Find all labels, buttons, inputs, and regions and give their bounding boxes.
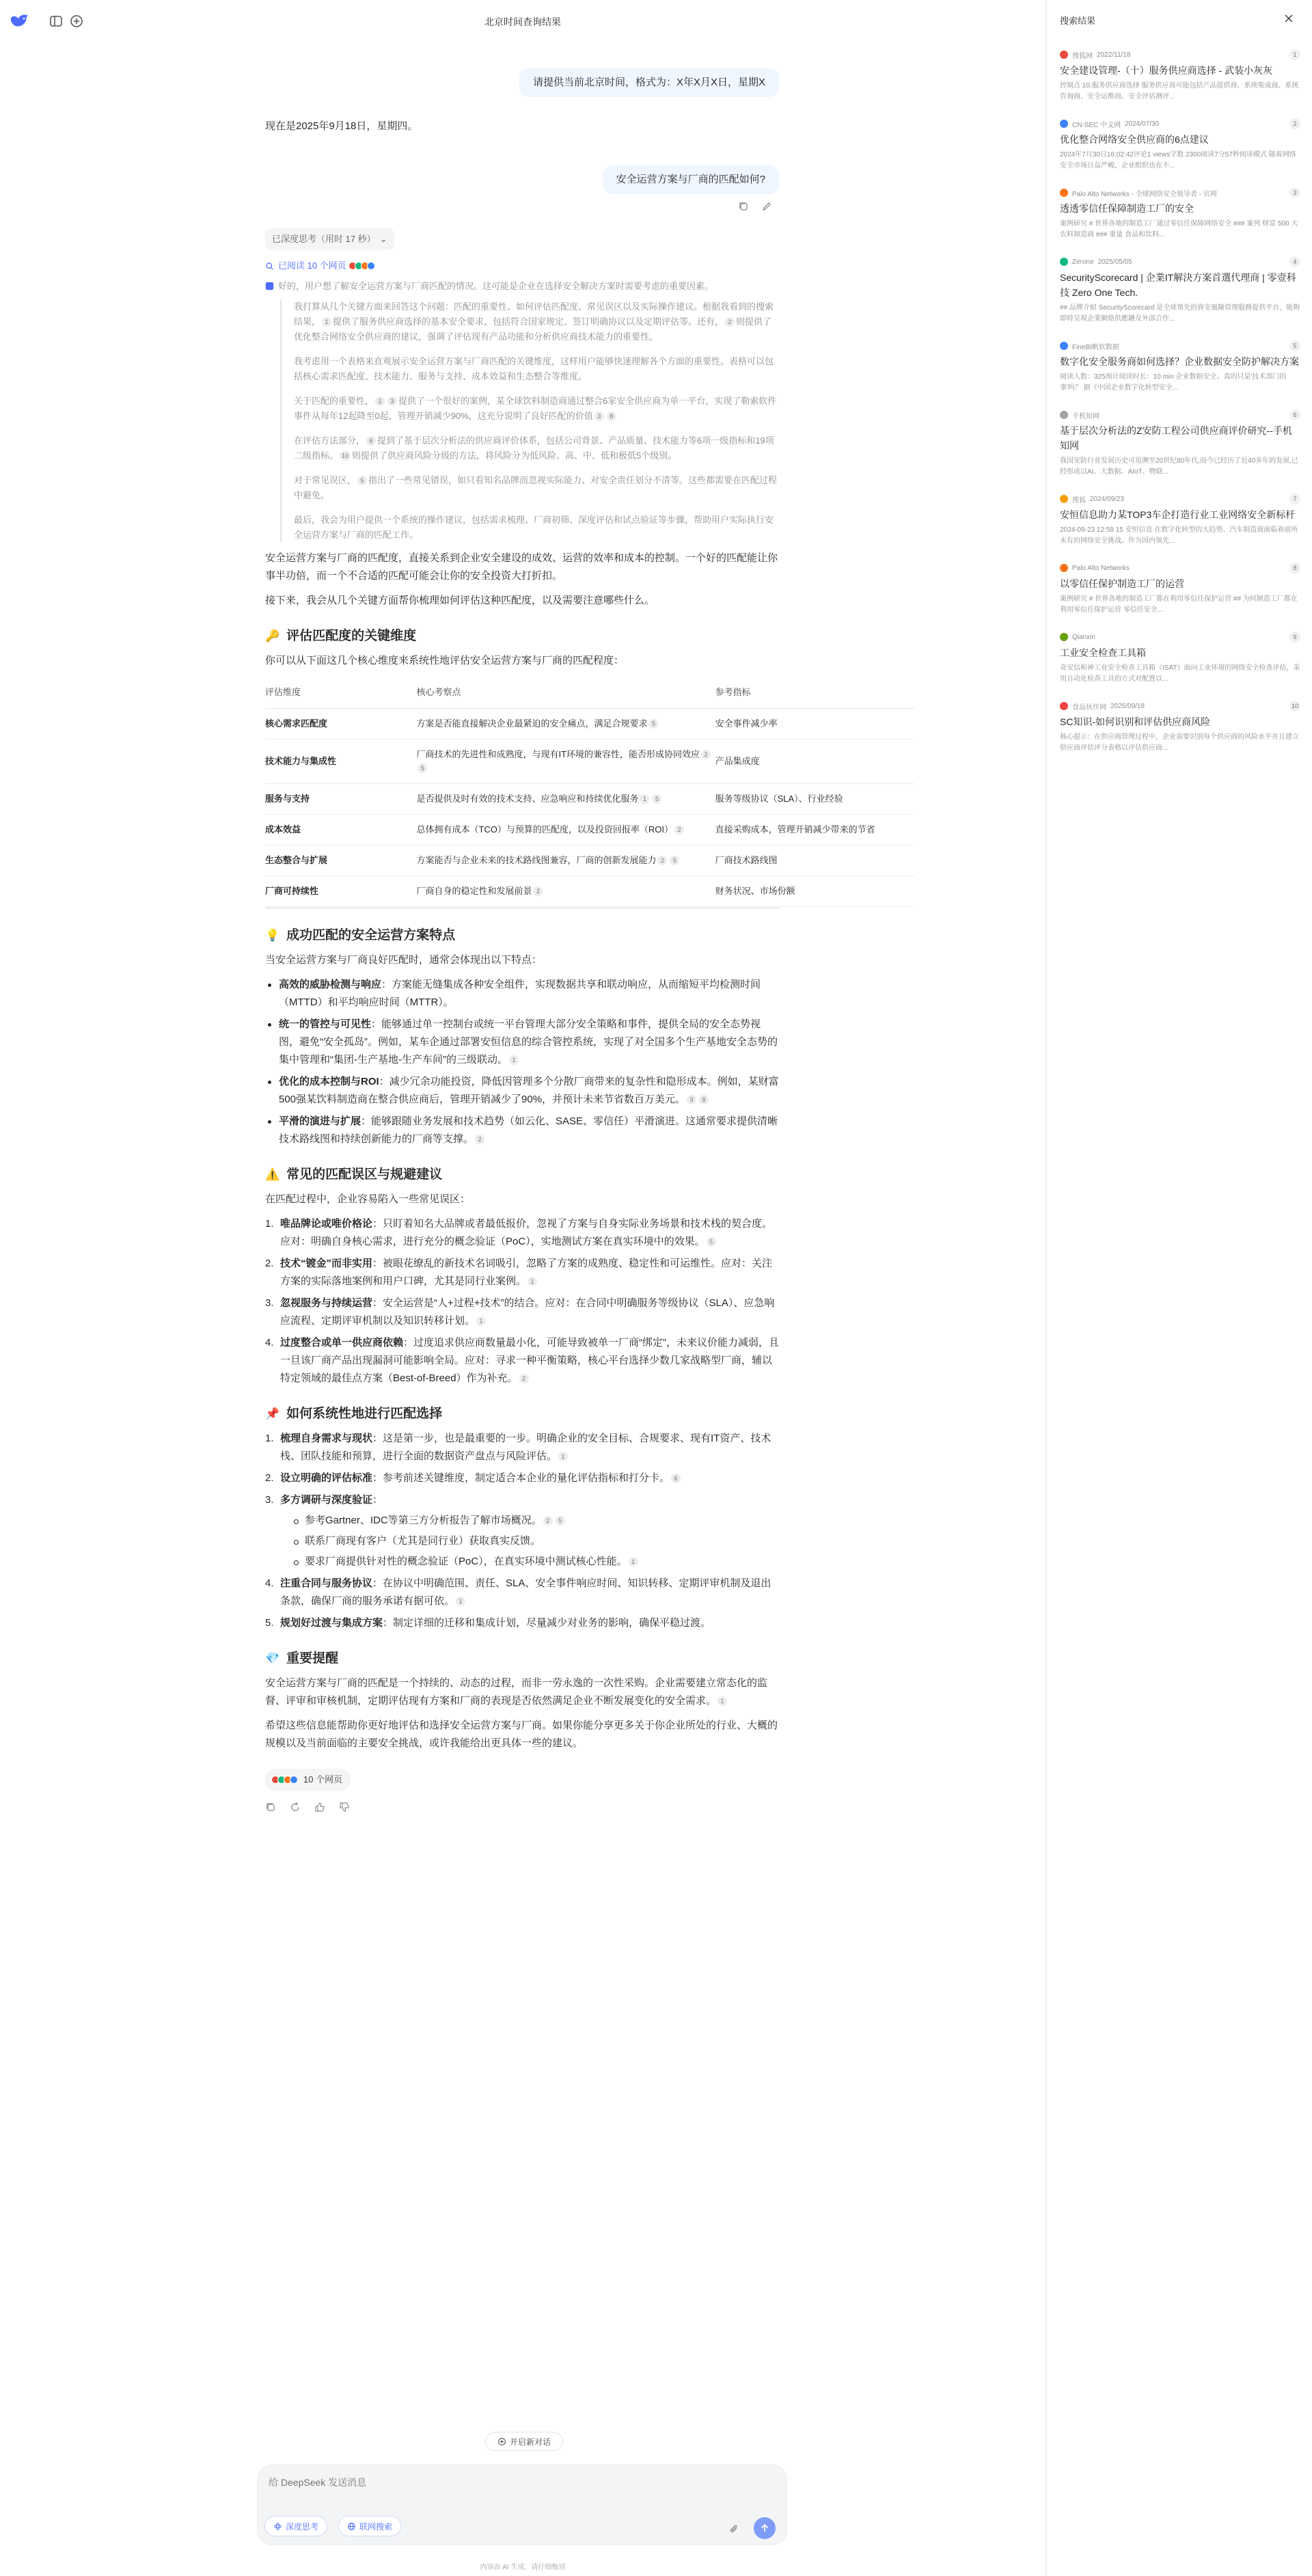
message-input[interactable]: [269, 2472, 679, 2493]
steps-list: [265, 1430, 779, 1632]
list-item: 统一的管控与可见性：能够通过单一控制台或统一平台管理大部分安全策略和事件，提供全局的安全态势视图，避免“安全孤岛”。例如，某车企通过部署安恒信息的综合管控系统，实现了对全国多个生产基地安全态势的集中管理和“集团-生产基地-生产车间”的三级联动。 1: [265, 1016, 779, 1069]
result-index: 7: [1289, 493, 1300, 504]
close-icon[interactable]: [1283, 12, 1295, 25]
plus-circle-icon: [497, 2437, 506, 2446]
ai-disclaimer: 内容由 AI 生成，请仔细甄别: [480, 2564, 566, 2571]
result-source: 搜狐网: [1072, 52, 1093, 60]
searched-pages[interactable]: [265, 257, 779, 275]
list-item: 平滑的演进与扩展：能够跟随业务发展和技术趋势（如云化、SASE、零信任）平滑演进。这通常要求提供清晰技术路线图和持续创新能力的厂商等支撑。 2: [265, 1113, 779, 1148]
result-meta: [1060, 409, 1300, 420]
result-date: 2025/09/18: [1110, 702, 1145, 710]
site-favicon-icon: [1060, 258, 1068, 266]
sub-list-item: 联系厂商现有客户（尤其是同行业）获取真实反馈。: [291, 1532, 779, 1550]
list-item: 优化的成本控制与ROI：减少冗余功能投资，降低因管理多个分散厂商带来的复杂性和隐形成本。例如，某财富500强某饮料制造商在整合供应商后，管理开销减少了90%，并预计未来节省数百万美元。 3 8: [265, 1073, 779, 1109]
result-snippet: 阅读人数：325预计阅读时长：10 min 企业数据安全、真的只是'技术部门的事'吗？ 据《中国企业数字化转型安全...: [1060, 373, 1287, 392]
edit-icon[interactable]: [761, 201, 772, 212]
section-heading: 💎 重要提醒: [265, 1650, 779, 1668]
section-heading: 💡 成功匹配的安全运营方案特点: [265, 927, 779, 945]
site-favicon-icon: [1060, 51, 1068, 59]
search-result[interactable]: [1060, 701, 1300, 754]
table-row: 服务与支持 是否提供及时有效的技术支持、应急响应和持续优化服务 1 5 服务等级协议（SLA）、行业经验: [265, 784, 914, 815]
list-item: 1. 唯品牌论或唯价格论：只盯着知名大品牌或者最低报价，忽视了方案与自身实际业务场景和技术栈的契合度。应对：明确自身核心需求，进行充分的概念验证（PoC），实地测试方案在真实环境中的效果。 5: [265, 1218, 773, 1247]
answer-body: 安全运营方案与厂商的匹配度，直接关系到企业安全建设的成效、运营的效率和成本的控制。一个好的匹配能让你事半功倍，而一个不合适的匹配可能会让你的安全投资大打折扣。 接下来，我会从几个关键方面帮你梳理如何评估这种匹配度，以及需要注意哪些什么。 🔑 评估匹配度的关键维度 你可以从下面这几个核心维度来系统性地评估安全运营方案与厂商的匹配程度： 评估维度 核心考察点 参考指标 核心需求匹配度 方案是否能直接解决企业最紧迫的安全痛点，满足合规要求 5 安全事件减少率 技术能力与集成性 厂商技术的先进性和成熟度，与现有IT环境的兼容性，能否形成协同效应 25 产品集成度 服务与支持 是否提供及时有效的技术支持、应急响应和持续优化服务 1 5 服务等级协议（SLA）、行业经验 成本效益 总体拥有成本（TCO）与预算的匹配度，以及投资回报率（ROI） 2 直接采购成本，管理开销减少带来的节省 生态整合与扩展 方案能否与企业未来的技术路线图兼容，厂商的创新发展能力 2 5 厂商技术路线图 厂商可持续性 厂商自身的稳定性和发展前景 2 财务状况、市场份额 💡 成功匹配的安全运营方案特点 当安全运营方案与厂商良好匹配时，通常会体现出以下特点： 高效的威胁检测与响应：方案能无缝集成各种安全组件，实现数据共享和联动响应，从而缩短平均检测时间（MTTD）和平均响应时间（MTTR）。 统一的管控与可见性：能够通过单一控制台或统一平台管理大部分安全策略和事件，提供全局的安全态势视图，避免“安全孤岛”。例如，某车企通过部署安恒信息的综合管控系统，实现了对全国多个生产基地安全态势的集中管理和“集团-生产基地-生产车间”的三级联动。 1 优化的成本控制与ROI：减少冗余功能投资，降低因管理多个分散厂商带来的复杂性和隐形成本。例如，某财富500强某饮料制造商在整合供应商后，管理开销减少了90%，并预计未来节省数百万美元。 3 8 平滑的演进与扩展：能够跟随业务发展和技术趋势（如云化、SASE、零信任）平滑演进。这通常要求提供清晰技术路线图和持续创新能力的厂商等支撑。 2 ⚠️ 常见的匹配误区与规避建议 在匹配过程中，企业容易陷入一些常见误区： 1. 唯品牌论或唯价格论：只盯着知名大品牌或者最低报价，忽视了方案与自身实际业务场景和技术栈的契合度。应对：明确自身核心需求，进行充分的概念验证（PoC），实地测试方案在真实环境中的效果。 5 2. 技术“镀金”而非实用：被眼花缭乱的新技术名词吸引，忽略了方案的成熟度、稳定性和可运维性。应对：关注方案的实际落地案例和用户口碑，尤其是同行业案例。 1 3. 忽视服务与持续运营：安全运营是“人+过程+技术”的结合。应对：在合同中明确服务等级协议（SLA）、应急响应流程、定期评审机制以及知识转移计划。 1 4. 过度整合或单一供应商依赖：过度追求供应商数量最小化，可能导致被单一厂商“绑定”，未来议价能力减弱，且一旦该厂商产品出现漏洞可能影响全局。应对：寻求一种平衡策略，核心平台选择少数几家战略型厂商，辅以特定领域的最佳点方案（Best-of-Breed）作为补充。 2 📌 如何系统性地进行匹配选择 1. 梳理自身需求与现状：这是第一步，也是最重要的一步。明确企业的安全目标、合规要求、现有IT资产、技术栈、团队技能和预算，进行全面的数据资产盘点与风险评估。 1 2. 设立明确的评估标准：参考前述关键维度，制定适合本企业的量化评估指标和打分卡。 6 3. 多方调研与深度验证： 参考Gartner、IDC等第三方分析报告了解市场概况。 2 5 联系厂商现有客户（尤其是同行业）获取真实反馈。 要求厂商提供针对性的概念验证（PoC），在真实环境中测试核心性能。 1 4. 注重合同与服务协议：在协议中明确范围、责任、SLA、安全事件响应时间、知识转移、定期评审机制及退出条款，确保厂商的服务承诺有据可依。 1 5. 规划好过渡与集成方案：制定详细的迁移和集成计划，尽量减少对业务的影响，确保平稳过渡。 💎 重要提醒 安全运营方案与厂商的匹配是一个持续的、动态的过程，而非一劳永逸的一次性采购。企业需要建立常态化的监督、评审和审核机制，定期评估现有方案和厂商的表现是否依然满足企业不断发展变化的安全需求。 1 希望这些信息能帮助你更好地评估和选择安全运营方案与厂商。如果你能分享更多关于你企业所处的行业、大概的规模以及当前面临的主要安全挑战，或许我能给出更具体一些的建议。 10 个网页: [265, 550, 779, 1813]
send-button[interactable]: [754, 2517, 776, 2539]
search-results-panel: [1046, 0, 1312, 2576]
message-actions: [265, 194, 779, 221]
searched-label: 已阅读 10 个网页: [278, 260, 346, 271]
list-item: 2. 技术“镀金”而非实用：被眼花缭乱的新技术名词吸引，忽略了方案的成熟度、稳定性和可运维性。应对：关注方案的实际落地案例和用户口碑，尤其是同行业案例。 1: [265, 1258, 773, 1287]
result-index: 6: [1289, 409, 1300, 420]
search-result[interactable]: [1060, 493, 1300, 547]
site-favicon-icon: [1060, 120, 1068, 128]
list-item: 3. 忽视服务与持续运营：安全运营是“人+过程+技术”的结合。应对：在合同中明确服务等级协议（SLA）、应急响应流程、定期评审机制以及知识转移计划。 1: [265, 1297, 775, 1327]
result-snippet: 2024-09-23 12:58 15 安恒信息 在数字化转型的大趋势、汽车制造商面临着前所未有的网络安全挑战。作为国内领先...: [1060, 526, 1298, 545]
result-source: Palo Alto Networks: [1072, 564, 1130, 572]
search-result[interactable]: [1060, 118, 1300, 172]
section-heading: ⚠️ 常见的匹配误区与规避建议: [265, 1166, 779, 1184]
sub-list-item: 要求厂商提供针对性的概念验证（PoC），在真实环境中测试核心性能。 1: [291, 1553, 779, 1571]
features-list: [265, 976, 779, 1148]
section-heading: 📌 如何系统性地进行匹配选择: [265, 1405, 779, 1423]
result-source: CN-SEC 中文网: [1072, 121, 1121, 129]
result-index: 1: [1289, 49, 1300, 60]
list-item: 3. 多方调研与深度验证： 参考Gartner、IDC等第三方分析报告了解市场概况。 2 5 联系厂商现有客户（尤其是同行业）获取真实反馈。 要求厂商提供针对性的概念验证（PoC），在真实环境中测试核心性能。 1: [265, 1491, 779, 1571]
result-title[interactable]: SC知识-如何识别和评估供应商风险: [1060, 716, 1211, 727]
sources-button[interactable]: 10 个网页: [265, 1769, 351, 1791]
new-chat-button[interactable]: 开启新对话: [485, 2432, 563, 2451]
list-item: 5. 规划好过渡与集成方案：制定详细的迁移和集成计划，尽量减少对业务的影响，确保平稳过渡。: [265, 1617, 711, 1629]
result-source: FineBI帆软数据: [1072, 343, 1119, 351]
result-title[interactable]: 基于层次分析法的Z安防工程公司供应商评价研究--手机知网: [1060, 425, 1292, 451]
result-title[interactable]: 透透零信任保障制造工厂的安全: [1060, 203, 1194, 214]
result-meta: [1060, 701, 1300, 711]
thumbs-down-icon[interactable]: [339, 1802, 350, 1813]
thumbs-up-icon[interactable]: [314, 1802, 325, 1813]
lightbulb-icon: 💡: [265, 929, 280, 942]
table-header: 参考指标: [715, 677, 914, 709]
search-result[interactable]: [1060, 340, 1300, 394]
result-source: Palo Alto Networks - 全球网络安全领导者 - 官网: [1072, 190, 1217, 198]
think-label: 已深度思考（用时 17 秒）: [272, 234, 376, 244]
result-date: 2025/05/05: [1097, 258, 1132, 266]
result-meta: [1060, 49, 1300, 60]
result-title[interactable]: 优化整合网络安全供应商的6点建议: [1060, 134, 1209, 145]
atom-icon: [273, 2522, 282, 2531]
answer-actions: [265, 1802, 779, 1813]
list-item: 高效的威胁检测与响应：方案能无缝集成各种安全组件，实现数据共享和联动响应，从而缩短平均检测时间（MTTD）和平均响应时间（MTTR）。: [265, 976, 779, 1012]
site-favicon-icon: [1060, 564, 1068, 572]
deep-think-toggle[interactable]: [265, 228, 394, 250]
result-index: 8: [1289, 562, 1300, 573]
result-source: 搜狐: [1072, 496, 1086, 504]
globe-icon: [347, 2522, 356, 2531]
result-snippet: 奇安信和神工业安全检查工具箱（ISAT）面向工业环境的网络安全检查评估，采用自动化检查工具的方式对配置以...: [1060, 664, 1300, 683]
pin-icon: 📌: [265, 1407, 280, 1420]
answer-paragraph: 安全运营方案与厂商的匹配度，直接关系到企业安全建设的成效、运营的效率和成本的控制。一个好的匹配能让你事半功倍，而一个不合适的匹配可能会让你的安全投资大打折扣。: [265, 552, 778, 582]
user-message: 请提供当前北京时间，格式为：X年X月X日，星期X: [519, 68, 779, 97]
warning-icon: ⚠️: [265, 1168, 280, 1181]
result-index: 2: [1289, 118, 1300, 129]
table-row: 核心需求匹配度 方案是否能直接解决企业最紧迫的安全痛点，满足合规要求 5 安全事件减少率: [265, 709, 914, 740]
search-result[interactable]: [1060, 187, 1300, 241]
list-item: 2. 设立明确的评估标准：参考前述关键维度，制定适合本企业的量化评估指标和打分卡。 6: [265, 1469, 779, 1487]
think-intro: 好的，用户想了解安全运营方案与厂商匹配的情况。这可能是企业在选择安全解决方案时需要考虑的重要因素。: [265, 279, 779, 294]
section-heading: 🔑 评估匹配度的关键维度: [265, 627, 779, 645]
list-item: 4. 注重合同与服务协议：在协议中明确范围、责任、SLA、安全事件响应时间、知识转移、定期评审机制及退出条款，确保厂商的服务承诺有据可依。 1: [265, 1577, 771, 1607]
deepseek-small-icon: [265, 282, 274, 290]
site-favicon-icon: [1060, 411, 1068, 419]
copy-icon[interactable]: [738, 201, 749, 212]
page-title: 北京时间查询结果: [484, 16, 561, 27]
result-snippet: 控制点 10.服务供应商选择 服务供应商可能包括产品提供商、系统集成商、系统咨询商、安全运维商、安全评估测评...: [1060, 82, 1299, 100]
gem-icon: 💎: [265, 1652, 280, 1665]
deep-think-button[interactable]: 深度思考: [264, 2516, 327, 2536]
result-index: 9: [1289, 632, 1300, 642]
search-icon: [265, 262, 274, 271]
evaluation-table[interactable]: [265, 677, 875, 909]
regenerate-icon[interactable]: [290, 1802, 301, 1813]
result-index: 5: [1289, 340, 1300, 351]
result-meta: [1060, 340, 1300, 351]
result-date: 2024/07/30: [1125, 120, 1160, 128]
arrow-up-icon: [759, 2523, 770, 2534]
sub-list-item: 参考Gartner、IDC等第三方分析报告了解市场概况。 2 5: [291, 1512, 779, 1530]
assistant-message: 现在是2025年9月18日，星期四。: [265, 120, 418, 132]
site-favicon-icon: [1060, 702, 1068, 710]
result-meta: [1060, 562, 1300, 573]
table-row: 厂商可持续性 厂商自身的稳定性和发展前景 2 财务状况、市场份额: [265, 876, 914, 907]
result-index: 10: [1289, 701, 1300, 711]
web-search-button[interactable]: 联网搜索: [338, 2516, 401, 2536]
result-title[interactable]: 工业安全检查工具箱: [1060, 647, 1146, 658]
result-snippet: 2024年7月30日16:02:42评论1 views字数 2300阅读7分57秒阅读模式 随着网络安全市场日益严峻，企业组织也在不...: [1060, 151, 1296, 170]
copy-icon[interactable]: [265, 1802, 276, 1813]
list-item: 4. 过度整合或单一供应商依赖：过度追求供应商数量最小化，可能导致被单一厂商“绑定”，未来议价能力减弱，且一旦该厂商产品出现漏洞可能影响全局。应对：寻求一种平衡策略，核心平台选择少数几家战略型厂商，辅以特定领域的最佳点方案（Best-of-Breed）作为补充。 2: [265, 1337, 780, 1384]
result-source: 食品伙伴网: [1072, 703, 1106, 711]
result-title[interactable]: 以零信任保护制造工厂的运营: [1060, 578, 1184, 589]
result-title[interactable]: SecurityScorecard | 企業IT解決方案首選代理商 | 零壹科技 Zero One Tech.: [1060, 272, 1296, 298]
site-favicon-icon: [1060, 342, 1068, 350]
source-favicons: [351, 262, 375, 270]
result-title[interactable]: 安全建设管理-（十）服务供应商选择 - 武装小灰灰: [1060, 65, 1273, 76]
result-index: 4: [1289, 256, 1300, 267]
search-result[interactable]: [1060, 632, 1300, 685]
results-list: [1060, 49, 1300, 770]
result-date: 2022/11/18: [1097, 51, 1131, 59]
result-meta: [1060, 256, 1300, 267]
result-source: Qianxin: [1072, 633, 1095, 641]
result-meta: [1060, 493, 1300, 504]
chat-input-box: [257, 2465, 787, 2545]
result-snippet: 案例研究 # 世界各地的制造工厂通过零信任保障网络安全 ### 案列 财富 500 大农料制造商 ### 重量 食品和饮料...: [1060, 220, 1298, 239]
top-bar: [0, 0, 1046, 42]
search-result[interactable]: [1060, 256, 1300, 325]
table-row: 成本效益 总体拥有成本（TCO）与预算的匹配度，以及投资回报率（ROI） 2 直接采购成本，管理开销减少带来的节省: [265, 815, 914, 845]
result-snippet: 核心提示：在供应商管理过程中，企业需要识别每个供应商的风险水平并且建立供应商评估评分表格以评估供应商...: [1060, 733, 1299, 752]
search-result[interactable]: [1060, 49, 1300, 103]
result-meta: [1060, 632, 1300, 642]
result-source: 手机知网: [1072, 412, 1099, 420]
result-snippet: ## 品牌介紹 SecurityScorecard 是全球領先的資安風險管理服務提供平台，能夠即時呈現企業網絡供應鏈及外部合作...: [1060, 304, 1300, 323]
table-header: 核心考察点: [416, 677, 715, 709]
result-snippet: 我国安防行业发展历史可追溯至20世纪80年代,而今已经历了近40多年的发展,已经形成以AI、大数据、AIoT、物联...: [1060, 457, 1298, 476]
site-favicon-icon: [1060, 495, 1068, 503]
result-meta: [1060, 118, 1300, 129]
user-message: 安全运营方案与厂商的匹配如何?: [603, 165, 779, 194]
result-date: 2024/09/23: [1090, 495, 1125, 503]
list-item: 1. 梳理自身需求与现状：这是第一步，也是最重要的一步。明确企业的安全目标、合规要求、现有IT资产、技术栈、团队技能和预算，进行全面的数据资产盘点与风险评估。 1: [265, 1433, 771, 1462]
thinking-content: 我打算从几个关键方面来回答这个问题：匹配的重要性、如何评估匹配度、常见误区以及实际操作建议。根据我看到的搜索结果， 1 提供了服务供应商选择的基本安全要求，包括符合国家规定、签订明确协议以及定期评估等。还有， 2 则提供了优化整合网络安全供应商的建议，强调了评估现有产品功能和分析供应商技术能力的重要性。 我考虑用一个表格来直观展示安全运营方案与厂商匹配的关键维度，这样用户能够快速理解各个方面的重要性。表格可以包括核心需求匹配度、技术能力、服务与支持、成本效益和生态整合等维度。 关于匹配的重要性， 1 3 提供了一个很好的案例，某全球饮料制造商通过整合6家安全供应商为单一平台，实现了勒索软件事件从每年12起降至0起，管理开销减少90%，这充分说明了良好匹配的价值 3 8 在评估方法部分， 6 提到了基于层次分析法的供应商评价体系，包括公司背景、产品质量、技术能力等6项一级指标和19项二级指标。 10 则提供了供应商风险分级的方法，将风险分为低风险、高、中、低和极低5个级别。 对于常见误区， 5 指出了一些常见错误，如只看知名品牌而忽视实际能力、对安全责任划分不清等。这些都需要在匹配过程中避免。 最后，我会为用户提供一个系统的操作建议，包括需求梳理、厂商初筛、深度评估和试点验证等步骤，帮助用户实际执行安全运营方案与厂商的匹配工作。: [280, 299, 779, 543]
result-snippet: 案例研究 # 世界各地的制造工厂都在利用零信任保护运营 ## 为何制造工厂都在利用零信任保护运营 零信任安全...: [1060, 595, 1298, 614]
conversation: [265, 42, 875, 1813]
attachment-icon[interactable]: [728, 2523, 739, 2534]
panel-title: 搜索结果: [1060, 16, 1096, 26]
table-header: 评估维度: [265, 677, 416, 709]
chevron-down-icon: ⌄: [379, 234, 387, 244]
result-title[interactable]: 数字化安全服务商如何选择？企业数据安全防护解决方案: [1060, 356, 1299, 367]
result-index: 3: [1289, 187, 1300, 198]
site-favicon-icon: [1060, 189, 1068, 197]
table-row: 生态整合与扩展 方案能否与企业未来的技术路线图兼容，厂商的创新发展能力 2 5 厂商技术路线图: [265, 845, 914, 876]
key-icon: 🔑: [265, 629, 280, 642]
site-favicon-icon: [1060, 633, 1068, 641]
answer-paragraph: 接下来，我会从几个关键方面帮你梳理如何评估这种匹配度，以及需要注意哪些什么。: [265, 595, 655, 606]
table-row: 技术能力与集成性 厂商技术的先进性和成熟度，与现有IT环境的兼容性，能否形成协同效应 25 产品集成度: [265, 740, 914, 784]
pitfalls-list: [265, 1215, 779, 1387]
result-source: Zerone: [1072, 258, 1094, 266]
result-title[interactable]: 安恒信息助力某TOP3车企打造行业工业网络安全新标杆: [1060, 509, 1296, 520]
search-result[interactable]: [1060, 409, 1300, 478]
search-result[interactable]: [1060, 562, 1300, 616]
result-meta: [1060, 187, 1300, 198]
